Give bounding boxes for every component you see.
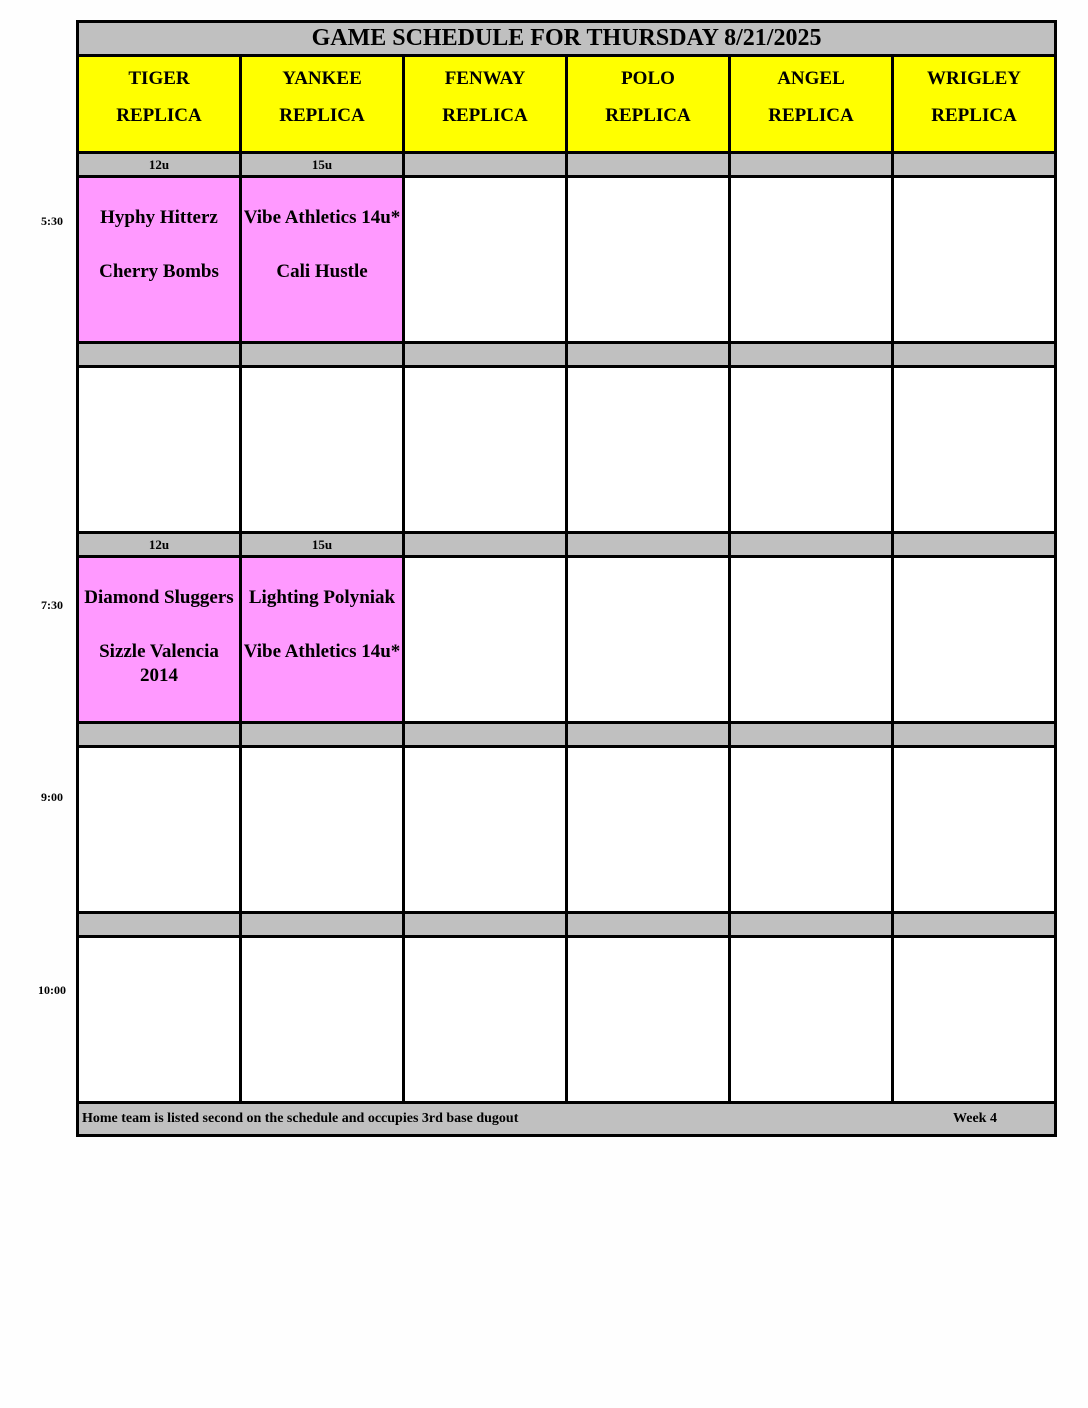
division-label xyxy=(567,533,730,557)
away-team xyxy=(242,558,402,638)
division-label xyxy=(241,343,404,367)
empty-game-cell xyxy=(730,557,893,723)
empty-game-cell xyxy=(893,367,1056,533)
footer-row xyxy=(78,1103,1056,1136)
empty-game-cell xyxy=(241,747,404,913)
home-team: Sizzle Valencia 2014 xyxy=(99,641,219,686)
empty-game-cell xyxy=(78,367,241,533)
home-team: Cherry Bombs xyxy=(99,261,219,282)
field-subtitle: REPLICA xyxy=(605,105,691,126)
field-subtitle: REPLICA xyxy=(116,105,202,126)
game-row xyxy=(78,367,1056,533)
empty-game-cell xyxy=(404,367,567,533)
away-team-name: Lighting Polyniak xyxy=(248,587,396,608)
page-title: GAME SCHEDULE FOR THURSDAY 8/21/2025 xyxy=(78,22,1056,56)
field-header-wrigley xyxy=(893,56,1056,153)
division-row xyxy=(78,153,1056,177)
game-row xyxy=(78,177,1056,343)
time-label: 9:00 xyxy=(41,790,63,804)
empty-game-cell xyxy=(404,747,567,913)
field-subtitle: REPLICA xyxy=(931,105,1017,126)
division-label xyxy=(730,533,893,557)
division-label xyxy=(730,913,893,937)
field-subtitle: REPLICA xyxy=(279,105,365,126)
game-cell xyxy=(78,557,241,723)
time-label: 7:30 xyxy=(41,598,63,612)
division-label xyxy=(567,343,730,367)
empty-game-cell xyxy=(893,937,1056,1103)
division-label xyxy=(78,913,241,937)
field-header-polo xyxy=(567,56,730,153)
away-team-name: Vibe Athletics 14u* xyxy=(243,207,401,228)
division-label xyxy=(78,343,241,367)
time-label: 5:30 xyxy=(41,214,63,228)
empty-game-cell xyxy=(893,557,1056,723)
empty-game-cell xyxy=(893,177,1056,343)
division-label xyxy=(404,913,567,937)
schedule-table xyxy=(76,20,1057,1137)
home-team: Cali Hustle xyxy=(276,261,368,282)
field-header-row xyxy=(78,56,1056,153)
empty-game-cell xyxy=(730,177,893,343)
division-label xyxy=(404,723,567,747)
division-label xyxy=(730,153,893,177)
division-row xyxy=(78,723,1056,747)
away-team-name: Hyphy Hitterz xyxy=(100,207,218,228)
division-row xyxy=(78,913,1056,937)
division-label xyxy=(893,913,1056,937)
away-team-name: Diamond Sluggers xyxy=(84,587,234,608)
game-row xyxy=(78,937,1056,1103)
division-label xyxy=(567,153,730,177)
field-header-angel xyxy=(730,56,893,153)
game-cell xyxy=(78,177,241,343)
empty-game-cell xyxy=(730,937,893,1103)
empty-game-cell xyxy=(241,937,404,1103)
division-label xyxy=(893,153,1056,177)
division-row xyxy=(78,343,1056,367)
field-name: WRIGLEY xyxy=(927,68,1021,89)
game-cell xyxy=(241,557,404,723)
week-label: Week 4 xyxy=(953,1111,997,1126)
field-name: YANKEE xyxy=(282,68,362,89)
empty-game-cell xyxy=(567,557,730,723)
empty-game-cell xyxy=(78,747,241,913)
division-label xyxy=(404,343,567,367)
division-label: 15u xyxy=(241,533,404,557)
division-label xyxy=(893,343,1056,367)
game-cell xyxy=(241,177,404,343)
field-name: TIGER xyxy=(128,68,190,89)
empty-game-cell xyxy=(78,937,241,1103)
away-team xyxy=(242,178,402,258)
time-label: 10:00 xyxy=(38,983,66,997)
field-subtitle: REPLICA xyxy=(768,105,854,126)
footer-note: Home team is listed second on the schedule and occupies 3rd base dugout xyxy=(82,1111,519,1126)
division-label xyxy=(241,913,404,937)
field-header-yankee xyxy=(241,56,404,153)
away-team xyxy=(79,178,239,258)
empty-game-cell xyxy=(730,367,893,533)
division-label xyxy=(567,913,730,937)
game-row xyxy=(78,557,1056,723)
empty-game-cell xyxy=(893,747,1056,913)
division-label: 12u xyxy=(78,153,241,177)
empty-game-cell xyxy=(404,937,567,1103)
home-team: Vibe Athletics 14u* xyxy=(243,641,401,662)
division-label xyxy=(730,723,893,747)
empty-game-cell xyxy=(567,177,730,343)
division-label: 15u xyxy=(241,153,404,177)
empty-game-cell xyxy=(567,367,730,533)
division-label xyxy=(730,343,893,367)
field-header-tiger xyxy=(78,56,241,153)
game-row xyxy=(78,747,1056,913)
empty-game-cell xyxy=(567,937,730,1103)
empty-game-cell xyxy=(730,747,893,913)
empty-game-cell xyxy=(567,747,730,913)
empty-game-cell xyxy=(404,557,567,723)
division-label xyxy=(893,533,1056,557)
division-label xyxy=(893,723,1056,747)
division-label: 12u xyxy=(78,533,241,557)
division-label xyxy=(241,723,404,747)
division-label xyxy=(404,533,567,557)
division-row xyxy=(78,533,1056,557)
division-label xyxy=(567,723,730,747)
away-team xyxy=(79,558,239,638)
field-header-fenway xyxy=(404,56,567,153)
division-label xyxy=(78,723,241,747)
field-name: ANGEL xyxy=(777,68,845,89)
field-name: FENWAY xyxy=(444,68,526,89)
empty-game-cell xyxy=(404,177,567,343)
field-subtitle: REPLICA xyxy=(442,105,528,126)
empty-game-cell xyxy=(241,367,404,533)
field-name: POLO xyxy=(621,68,675,89)
footer xyxy=(78,1103,1056,1136)
division-label xyxy=(404,153,567,177)
